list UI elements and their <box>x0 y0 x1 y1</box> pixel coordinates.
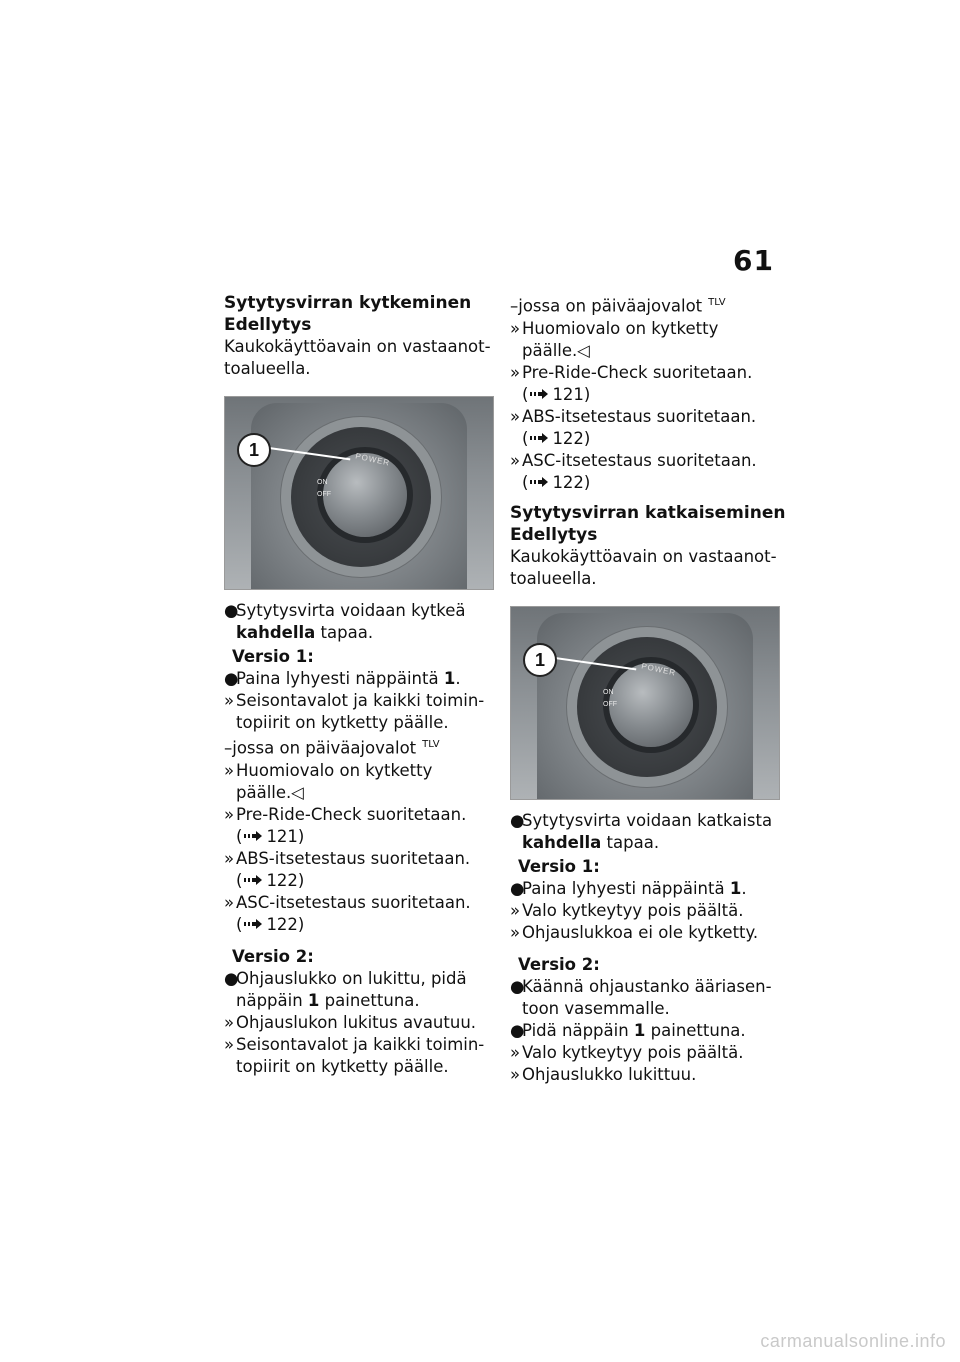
list-item: ● Käännä ohjaustanko ääriasen- toon vasemmalle. <box>510 976 772 1018</box>
result-item: » ABS-itsetestaus suoritetaan. ( 122) <box>224 848 500 892</box>
version-heading: Versio 1: <box>232 647 314 666</box>
result-arrow-icon: » <box>510 900 521 920</box>
result-item: » Ohjauslukon lukitus avautuu. <box>224 1012 477 1032</box>
result-arrow-icon: » <box>224 1034 235 1054</box>
bullet-icon: ● <box>510 976 525 996</box>
callout-number: 1 <box>237 433 271 467</box>
fig-power-label: POWER <box>354 451 391 468</box>
result-arrow-icon: » <box>224 848 235 868</box>
result-arrow-icon: » <box>510 362 521 382</box>
variant-note: –jossa on päiväajovalot $^{TLV}$ <box>224 738 440 758</box>
list-item: ● Pidä näppäin 1 painettuna. <box>510 1020 746 1040</box>
page-reference[interactable]: ( 121) <box>522 384 591 404</box>
result-item: » Valo kytkeytyy pois päältä. <box>510 900 744 920</box>
page-reference[interactable]: ( 122) <box>522 472 591 492</box>
bullet-icon: ● <box>224 669 239 688</box>
list-item: ● Paina lyhyesti näppäintä 1. <box>510 878 747 898</box>
left-column <box>224 292 500 1078</box>
page-number: 61 <box>733 244 774 277</box>
page-reference[interactable]: ( 121) <box>236 826 305 846</box>
list-item: ● Ohjauslukko on lukittu, pidä näppäin 1 painettuna. <box>224 968 467 1010</box>
version-heading: Versio 2: <box>518 954 600 974</box>
result-arrow-icon: » <box>510 922 521 942</box>
section-heading-ignition-on: Sytytysvirran kytkeminen <box>224 293 472 313</box>
result-arrow-icon: » <box>224 1012 235 1032</box>
prerequisite-text: Kaukokäyttöavain on vastaanot- toalueella. <box>510 546 777 588</box>
result-arrow-icon: » <box>224 892 235 912</box>
callout-number: 1 <box>523 643 557 677</box>
bullet-icon: ● <box>224 601 239 620</box>
bullet-icon: ● <box>510 878 525 898</box>
result-item: » Huomiovalo on kytketty päälle.◁ <box>224 760 433 802</box>
list-item: ● Sytytysvirta voidaan katkaista kahdella tapaa. <box>510 810 773 852</box>
fig-switch-labels: ON OFF <box>603 688 617 708</box>
variant-note: –jossa on päiväajovalot $^{TLV}$ <box>510 296 726 316</box>
result-arrow-icon: » <box>510 450 521 470</box>
result-item: » Pre-Ride-Check suoritetaan. ( 121) <box>224 804 500 848</box>
result-arrow-icon: » <box>510 406 521 426</box>
footer-watermark[interactable]: carmanualsonline.info <box>760 1331 946 1351</box>
page-reference[interactable]: ( 122) <box>236 870 305 890</box>
prerequisite-text: Kaukokäyttöavain on vastaanot- toalueella. <box>224 337 491 378</box>
version-heading: Versio 1: <box>518 856 600 876</box>
result-item: » Huomiovalo on kytketty päälle.◁ <box>510 318 719 360</box>
bullet-icon: ● <box>510 810 525 830</box>
page-ref-arrow-icon <box>244 831 262 841</box>
bullet-icon: ● <box>224 968 239 988</box>
version-heading: Versio 2: <box>232 946 314 966</box>
result-arrow-icon: » <box>510 318 521 338</box>
page-reference[interactable]: ( 122) <box>522 428 591 448</box>
result-item: » ABS-itsetestaus suoritetaan. ( 122) <box>510 406 786 450</box>
ignition-button-figure <box>510 606 780 800</box>
result-item: » Pre-Ride-Check suoritetaan. ( 121) <box>510 362 786 406</box>
result-arrow-icon: » <box>224 804 235 824</box>
result-arrow-icon: » <box>224 760 235 780</box>
prerequisite-heading: Edellytys <box>224 315 312 335</box>
bullet-icon: ● <box>510 1020 525 1040</box>
page-reference[interactable]: ( 122) <box>236 914 305 934</box>
result-arrow-icon: » <box>510 1042 521 1062</box>
page-ref-arrow-icon <box>530 389 548 399</box>
list-item: ● Paina lyhyesti näppäintä 1. <box>224 669 461 688</box>
page-ref-arrow-icon <box>244 919 262 929</box>
result-item: » Ohjauslukko lukittuu. <box>510 1064 697 1084</box>
result-item: » Seisontavalot ja kaikki toimin- topiirit on kytketty päälle. <box>224 1034 485 1076</box>
page-ref-arrow-icon <box>530 433 548 443</box>
fig-power-label: POWER <box>640 660 677 678</box>
result-arrow-icon: » <box>224 691 235 710</box>
page-ref-arrow-icon <box>244 875 262 885</box>
result-item: » ASC-itsetestaus suoritetaan. ( 122) <box>510 450 786 494</box>
page-ref-arrow-icon <box>530 477 548 487</box>
right-column <box>510 292 786 1086</box>
list-item: ● Sytytysvirta voidaan kytkeä kahdella tapaa. <box>224 601 466 642</box>
result-item: » Seisontavalot ja kaikki toimin- topiirit on kytketty päälle. <box>224 691 485 732</box>
ignition-button-figure <box>224 396 494 590</box>
result-item: » ASC-itsetestaus suoritetaan. ( 122) <box>224 892 500 936</box>
result-item: » Valo kytkeytyy pois päältä. <box>510 1042 744 1062</box>
fig-switch-labels: ON OFF <box>317 479 331 498</box>
section-heading-ignition-off: Sytytysvirran katkaiseminen <box>510 502 786 523</box>
result-arrow-icon: » <box>510 1064 521 1084</box>
prerequisite-heading: Edellytys <box>510 524 598 545</box>
result-item: » Ohjauslukkoa ei ole kytketty. <box>510 922 759 942</box>
